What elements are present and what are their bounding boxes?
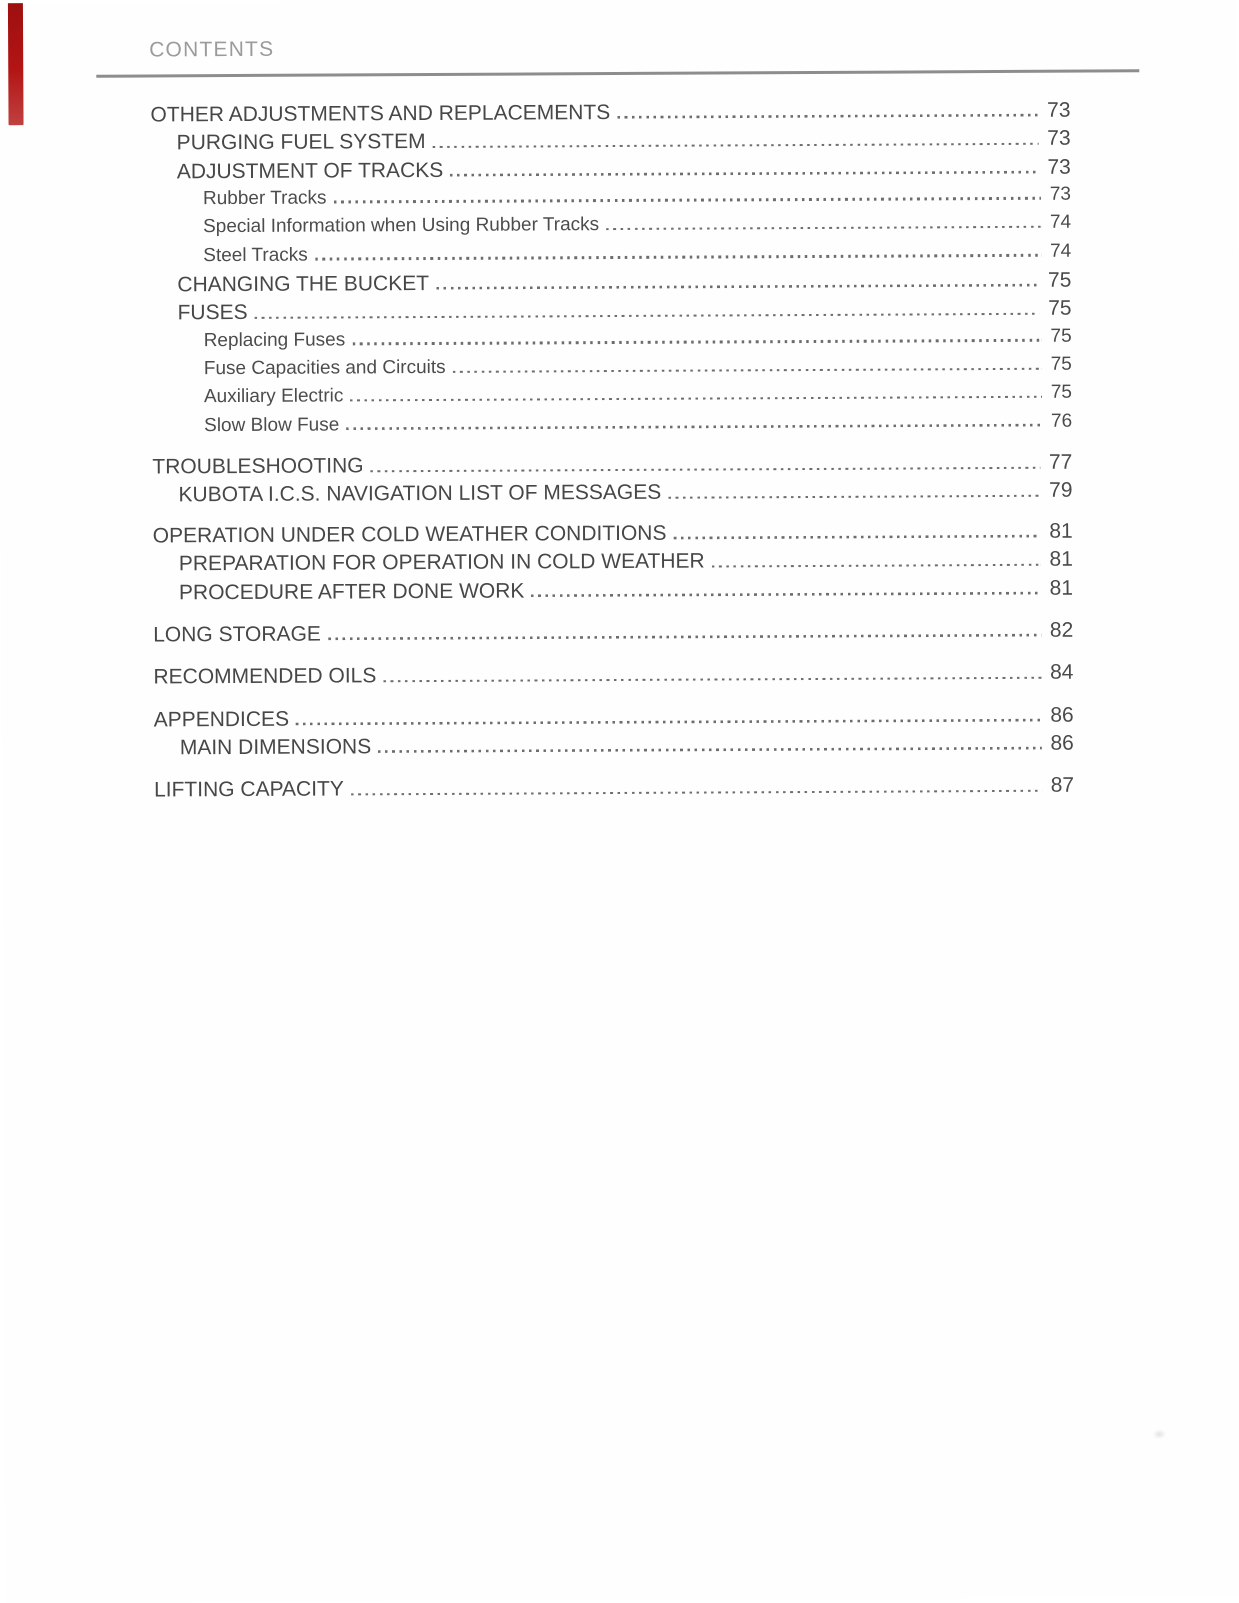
toc-entry-label: TROUBLESHOOTING bbox=[152, 454, 364, 479]
toc-entry-label: Replacing Fuses bbox=[203, 329, 346, 351]
toc-entry-label: PROCEDURE AFTER DONE WORK bbox=[178, 579, 525, 604]
page-number: 75 bbox=[1050, 382, 1073, 404]
toc-row bbox=[153, 661, 1073, 694]
page-number: 84 bbox=[1050, 660, 1074, 684]
page-number: 87 bbox=[1050, 773, 1075, 797]
dot-leader bbox=[453, 367, 1042, 373]
toc-entry-label: OPERATION UNDER COLD WEATHER CONDITIONS bbox=[152, 521, 667, 548]
dot-leader bbox=[334, 197, 1041, 203]
toc-entry-label: CHANGING THE BUCKET bbox=[177, 272, 430, 297]
page-number: 74 bbox=[1049, 212, 1072, 234]
toc-row bbox=[153, 576, 1073, 609]
toc-entry-label: Auxiliary Electric bbox=[203, 385, 344, 408]
page-number: 75 bbox=[1050, 353, 1072, 375]
page-number: 73 bbox=[1047, 98, 1071, 122]
dot-leader bbox=[383, 676, 1041, 682]
dot-leader bbox=[712, 563, 1041, 567]
toc-entry-label: OTHER ADJUSTMENTS AND REPLACEMENTS bbox=[150, 101, 611, 127]
dot-leader bbox=[673, 535, 1040, 540]
toc-entry-label: RECOMMENDED OILS bbox=[153, 664, 377, 689]
red-scan-mark bbox=[8, 0, 24, 125]
toc-entry-label: Slow Blow Fuse bbox=[204, 414, 340, 436]
toc-entry-label: FUSES bbox=[177, 301, 248, 325]
dot-leader bbox=[352, 339, 1041, 345]
toc-entry-label: PURGING FUEL SYSTEM bbox=[176, 130, 426, 155]
dot-leader bbox=[436, 284, 1039, 290]
page-number: 86 bbox=[1050, 703, 1074, 727]
toc-row bbox=[153, 618, 1073, 651]
page-number: 75 bbox=[1048, 297, 1072, 321]
dot-leader bbox=[606, 226, 1041, 231]
toc-entry-label: Rubber Tracks bbox=[202, 187, 327, 210]
toc-entry-label: Special Information when Using Rubber Tracks bbox=[203, 214, 600, 238]
page-number: 79 bbox=[1049, 479, 1073, 503]
dot-leader bbox=[433, 143, 1039, 149]
dot-leader bbox=[255, 313, 1040, 320]
dot-leader bbox=[378, 747, 1041, 753]
dot-leader bbox=[346, 424, 1042, 430]
dot-leader bbox=[315, 254, 1041, 260]
page-number: 77 bbox=[1048, 450, 1073, 474]
dot-leader bbox=[371, 466, 1040, 472]
dot-leader bbox=[296, 719, 1041, 725]
toc-entry-label: ADJUSTMENT OF TRACKS bbox=[176, 158, 444, 184]
toc-row bbox=[152, 479, 1072, 512]
toc-row bbox=[152, 410, 1072, 443]
toc-entry-label: LIFTING CAPACITY bbox=[153, 777, 344, 802]
page-number: 75 bbox=[1050, 325, 1072, 347]
dot-leader bbox=[668, 495, 1040, 500]
toc-entry-label: MAIN DIMENSIONS bbox=[179, 735, 372, 760]
contents-header: CONTENTS bbox=[149, 37, 275, 62]
page-number: 81 bbox=[1049, 519, 1073, 543]
toc-entry-label: KUBOTA I.C.S. NAVIGATION LIST OF MESSAGES bbox=[178, 481, 662, 507]
dot-leader bbox=[350, 396, 1041, 402]
toc-entry-label: Steel Tracks bbox=[203, 244, 308, 266]
header-divider-rule bbox=[96, 69, 1139, 77]
toc-row bbox=[154, 774, 1074, 807]
toc-entry-label: PREPARATION FOR OPERATION IN COLD WEATHER bbox=[178, 549, 705, 576]
dot-leader bbox=[450, 171, 1038, 177]
dot-leader bbox=[328, 634, 1041, 640]
dot-leader bbox=[617, 114, 1038, 119]
page-number: 82 bbox=[1049, 618, 1074, 642]
page-number: 86 bbox=[1050, 731, 1074, 755]
page-number: 73 bbox=[1049, 183, 1071, 205]
toc-row bbox=[154, 732, 1074, 765]
toc-entry-label: APPENDICES bbox=[153, 707, 290, 731]
page-number: 73 bbox=[1047, 126, 1071, 151]
page-number: 74 bbox=[1050, 240, 1072, 262]
page-number: 81 bbox=[1049, 576, 1074, 600]
page-number: 73 bbox=[1047, 155, 1071, 179]
page-number: 76 bbox=[1050, 410, 1073, 432]
dot-leader bbox=[351, 789, 1042, 795]
toc-entry-label: Fuse Capacities and Circuits bbox=[203, 357, 446, 380]
toc-list bbox=[150, 99, 1074, 807]
page-number: 75 bbox=[1047, 268, 1072, 292]
scan-smudge bbox=[1152, 1429, 1166, 1439]
toc-entry-label: LONG STORAGE bbox=[153, 622, 321, 647]
dot-leader bbox=[531, 592, 1040, 597]
page-number: 81 bbox=[1049, 547, 1073, 571]
